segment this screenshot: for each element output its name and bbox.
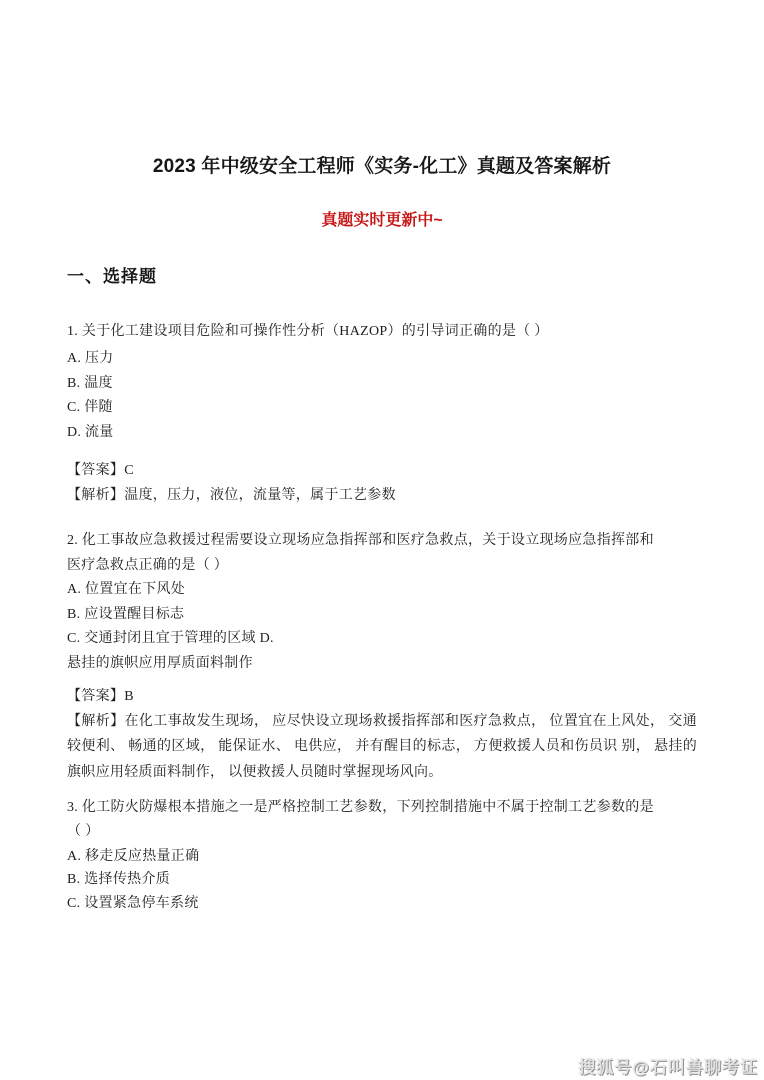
page-title: 2023 年中级安全工程师《实务-化工》真题及答案解析 <box>152 156 612 177</box>
analysis-text: 温度，压力，液位，流量等，属于工艺参数 <box>124 488 396 503</box>
option-b: B. 温度 <box>67 375 113 391</box>
question-3 <box>67 796 697 916</box>
option-a: A. 移走反应热量正确 <box>67 848 200 864</box>
stem-line: 2. 化工事故应急救援过程需要设立现场应急指挥部和医疗急救点，关于设立现场应急指挥部和 <box>67 533 654 548</box>
option-c: C. 设置紧急停车系统 <box>67 895 199 911</box>
answer-label: 【答案】 <box>67 689 125 704</box>
answer-value: C <box>124 463 134 478</box>
update-notice: 真题实时更新中~ <box>321 212 443 229</box>
analysis-label: 【解析】 <box>67 488 125 503</box>
answer-value: B <box>124 689 134 704</box>
option-c: C. 交通封闭且宜于管理的区域 D. <box>67 631 274 646</box>
question-3-stem <box>67 796 697 845</box>
answer-label: 【答案】 <box>67 463 125 478</box>
question-1-answer-block <box>67 458 697 508</box>
analysis-line <box>67 709 697 785</box>
question-2 <box>67 529 697 785</box>
option-b: B. 应设置醒目标志 <box>67 606 185 622</box>
option-d: 悬挂的旗帜应用厚质面料制作 <box>67 655 253 671</box>
question-3-options <box>67 845 697 916</box>
analysis-label: 【解析】 <box>67 714 125 729</box>
analysis-text: 在化工事故发生现场， 应尽快设立现场救援指挥部和医疗急救点， 位置宜在上风处， 交通较便利、 畅通的区域， 能保证水、 电供应， 并有醒目的标志， 方便救援人员和伤员识 别， 悬挂的旗帜应用轻质面料制作， 以便救援人员随时掌握现场风向。 <box>67 714 697 780</box>
option-a: A. 压力 <box>67 351 114 366</box>
stem-line: 1. 关于化工建设项目危险和可操作性分析（HAZOP）的引导词正确的是（ ） <box>67 324 549 339</box>
stem-line: 3. 化工防火防爆根本措施之一是严格控制工艺参数，下列控制措施中不属于控制工艺参数的是 <box>67 799 654 815</box>
question-2-options <box>67 578 697 676</box>
question-1 <box>67 319 697 508</box>
answer-line <box>67 458 697 483</box>
answer-line <box>67 684 697 709</box>
option-a: A. 位置宜在下风处 <box>67 582 186 597</box>
option-d: D. 流量 <box>67 424 114 440</box>
section-heading: 一、选择题 <box>67 267 157 286</box>
option-b: B. 选择传热介质 <box>67 872 171 888</box>
question-2-answer-block <box>67 684 697 785</box>
sohu-watermark: 搜狐号@石叫兽聊考证 <box>578 1058 758 1077</box>
question-2-stem <box>67 529 697 578</box>
stem-line: 医疗急救点正确的是（ ） <box>67 557 229 573</box>
analysis-line <box>67 483 697 508</box>
question-1-options <box>67 347 697 445</box>
option-c: C. 伴随 <box>67 400 113 415</box>
question-1-stem <box>67 319 697 344</box>
stem-line: （ ） <box>67 824 100 840</box>
